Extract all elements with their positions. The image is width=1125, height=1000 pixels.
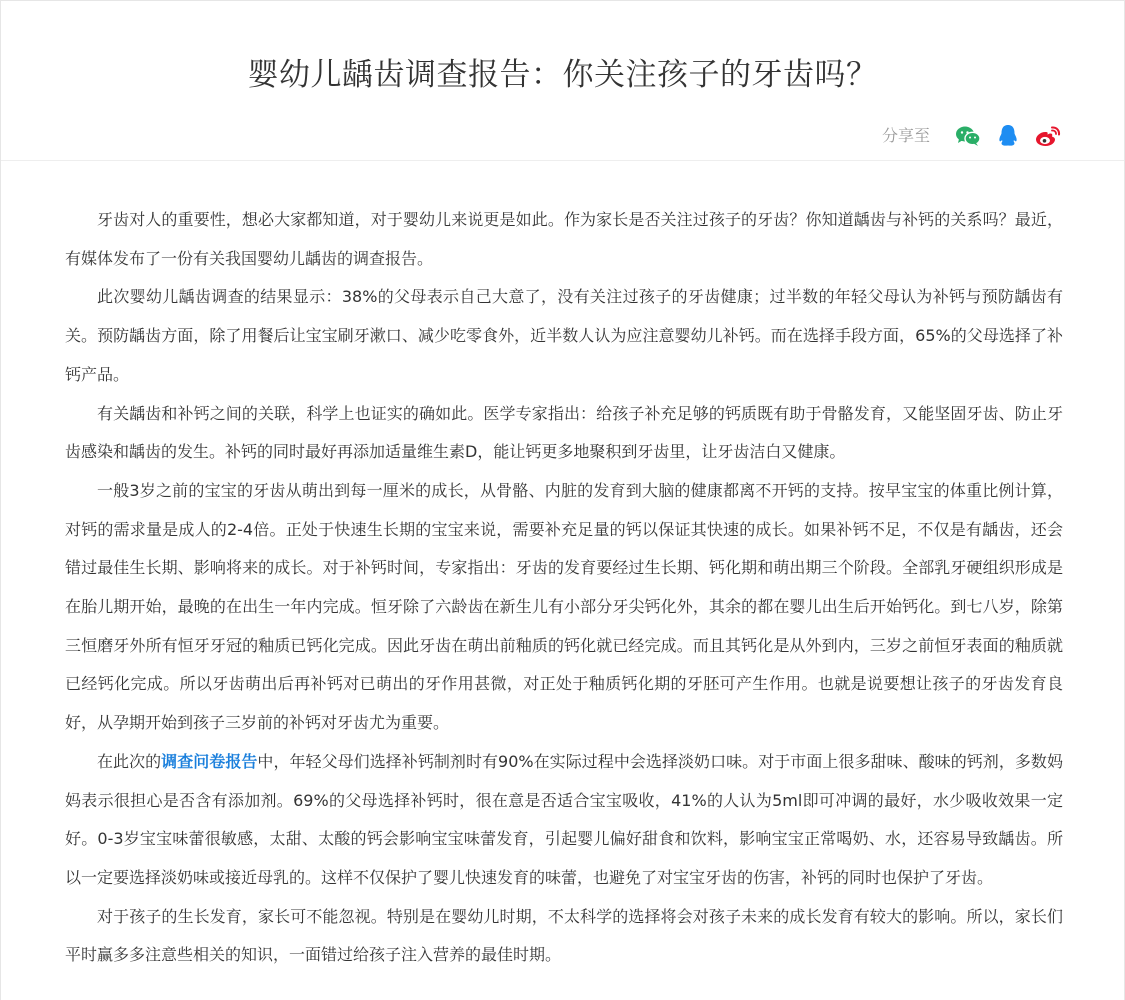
weibo-icon[interactable] (1034, 122, 1062, 150)
paragraph-6: 对于孩子的生长发育，家长可不能忽视。特别是在婴幼儿时期，不太科学的选择将会对孩子未来的成长发育有较大的影响。所以，家长们平时赢多多注意些相关的知识，一面错过给孩子注入营养的最佳时期。 (65, 906, 1063, 965)
article-body (65, 201, 1063, 975)
paragraph-5-lead: 在此次的 (97, 751, 162, 771)
article-title: 婴幼儿龋齿调查报告：你关注孩子的牙齿吗？ (247, 57, 878, 93)
paragraph-3: 有关龋齿和补钙之间的关联，科学上也证实的确如此。医学专家指出：给孩子补充足够的钙质既有助于骨骼发育，又能坚固牙齿、防止牙齿感染和龋齿的发生。补钙的同时最好再添加适量维生素D，能让钙更多地聚积到牙齿里，让牙齿洁白又健康。 (65, 403, 1063, 462)
paragraph-5-rest: 中，年轻父母们选择补钙制剂时有90%在实际过程中会选择淡奶口味。对于市面上很多甜味、酸味的钙剂，多数妈妈表示很担心是否含有添加剂。69%的父母选择补钙时，很在意是否适合宝宝吸收，41%的人认为5ml即可冲调的最好，水少吸收效果一定好。0-3岁宝宝味蕾很敏感，太甜、太酸的钙会影响宝宝味蕾发育，引起婴儿偏好甜食和饮料，影响宝宝正常喝奶、水，还容易导致龋齿。所以一定要选择淡奶味或接近母乳的。这样不仅保护了婴儿快速发育的味蕾，也避免了对宝宝牙齿的伤害，补钙的同时也保护了牙齿。 (65, 751, 1063, 887)
qq-icon[interactable] (994, 122, 1022, 150)
paragraph-5 (65, 743, 1063, 898)
article-header (1, 1, 1124, 161)
paragraph-2: 此次婴幼儿龋齿调查的结果显示：38%的父母表示自己大意了，没有关注过孩子的牙齿健康；过半数的年轻父母认为补钙与预防龋齿有关。预防龋齿方面，除了用餐后让宝宝刷牙漱口、减少吃零食外，近半数人认为应注意婴幼儿补钙。而在选择手段方面，65%的父母选择了补钙产品。 (65, 287, 1063, 384)
wechat-icon[interactable] (954, 122, 982, 150)
paragraph-4: 一般3岁之前的宝宝的牙齿从萌出到每一厘米的成长，从骨骼、内脏的发育到大脑的健康都离不开钙的支持。按早宝宝的体重比例计算，对钙的需求量是成人的2-4倍。正处于快速生长期的宝宝来说，需要补充足量的钙以保证其快速的成长。如果补钙不足，不仅是有龋齿，还会错过最佳生长期、影响将来的成长。对于补钙时间，专家指出：牙齿的发育要经过生长期、钙化期和萌出期三个阶段。全部乳牙硬组织形成是在胎儿期开始，最晚的在出生一年内完成。恒牙除了六龄齿在新生儿有小部分牙尖钙化外，其余的都在婴儿出生后开始钙化。到七八岁，除第三恒磨牙外所有恒牙牙冠的釉质已钙化完成。因此牙齿在萌出前釉质的钙化就已经完成。而且其钙化是从外到内，三岁之前恒牙表面的釉质就已经钙化完成。所以牙齿萌出后再补钙对已萌出的牙作用甚微，对正处于釉质钙化期的牙胚可产生作用。也就是说要想让孩子的牙齿发育良好，从孕期开始到孩子三岁前的补钙对牙齿尤为重要。 (65, 480, 1063, 733)
survey-report-link[interactable]: 调查问卷报告 (161, 751, 258, 771)
share-bar (882, 121, 1062, 151)
paragraph-1: 牙齿对人的重要性，想必大家都知道，对于婴幼儿来说更是如此。作为家长是否关注过孩子的牙齿？你知道龋齿与补钙的关系吗？最近，有媒体发布了一份有关我国婴幼儿龋齿的调查报告。 (65, 210, 1063, 268)
share-label: 分享至 (881, 126, 930, 145)
